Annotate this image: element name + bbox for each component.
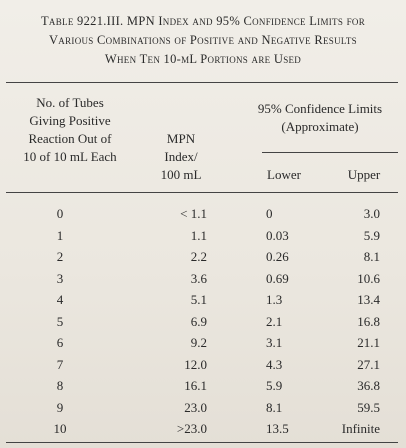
table-row bbox=[0, 291, 406, 309]
cell-upper: 13.4 bbox=[357, 292, 380, 307]
table-row bbox=[0, 270, 406, 288]
cell-mpn: 6.9 bbox=[190, 313, 207, 329]
cell-lower: 2.1 bbox=[266, 313, 283, 329]
table-row bbox=[0, 227, 406, 245]
header-tubes-line-1: No. of Tubes bbox=[36, 95, 104, 110]
cell-lower: 0.69 bbox=[266, 270, 289, 286]
cell-mpn: 12.0 bbox=[184, 356, 207, 372]
cell-mpn: 3.6 bbox=[190, 270, 207, 286]
bottom-rule bbox=[6, 442, 398, 443]
header-tubes-line-2: Giving Positive bbox=[29, 113, 111, 128]
cell-tubes: 10 bbox=[53, 421, 67, 436]
title-line-1: Table 9221.III. MPN Index and 95% Confidence Limits for bbox=[40, 14, 365, 28]
cell-mpn: 1.1 bbox=[190, 227, 207, 243]
cell-tubes: 6 bbox=[56, 335, 64, 350]
header-mpn-line-2: Index/ bbox=[164, 149, 198, 164]
subheader-rule bbox=[262, 152, 398, 153]
table-row bbox=[0, 334, 406, 352]
cell-lower: 13.5 bbox=[266, 421, 289, 436]
table-row bbox=[0, 356, 406, 374]
cell-mpn: < 1.1 bbox=[180, 206, 207, 221]
cell-tubes: 4 bbox=[56, 292, 64, 307]
cell-tubes: 3 bbox=[56, 270, 64, 286]
cell-lower: 4.3 bbox=[266, 356, 283, 372]
cell-tubes: 7 bbox=[56, 356, 64, 372]
cell-lower: 1.3 bbox=[266, 292, 283, 307]
cell-upper: 59.5 bbox=[357, 399, 380, 415]
header-mpn bbox=[122, 130, 240, 184]
table-title bbox=[8, 12, 398, 69]
table-row bbox=[0, 248, 406, 266]
cell-mpn: 23.0 bbox=[184, 399, 207, 415]
header-tubes bbox=[10, 94, 130, 166]
title-line-2: Various Combinations of Positive and Negative Results bbox=[48, 33, 357, 47]
cell-lower: 0.03 bbox=[266, 227, 289, 243]
cell-mpn: 16.1 bbox=[184, 378, 207, 393]
header-mpn-line-1: MPN bbox=[166, 131, 196, 146]
cell-lower: 3.1 bbox=[266, 335, 283, 350]
header-bottom-rule bbox=[6, 192, 398, 193]
header-tubes-line-3: Reaction Out of bbox=[28, 131, 112, 146]
table-row bbox=[0, 313, 406, 331]
cell-tubes: 5 bbox=[56, 313, 64, 329]
header-upper: Upper bbox=[347, 167, 381, 182]
table-row bbox=[0, 420, 406, 438]
cell-lower: 0.26 bbox=[266, 249, 289, 264]
cell-tubes: 1 bbox=[56, 227, 64, 243]
cell-upper: 8.1 bbox=[363, 249, 380, 264]
top-rule bbox=[6, 82, 398, 83]
cell-mpn: >23.0 bbox=[176, 421, 207, 436]
cell-tubes: 2 bbox=[56, 249, 64, 264]
header-lower: Lower bbox=[267, 167, 301, 182]
cell-lower: 5.9 bbox=[266, 378, 283, 393]
cell-upper: 16.8 bbox=[357, 313, 380, 329]
header-tubes-line-4: 10 of 10 mL Each bbox=[23, 149, 117, 164]
cell-upper: 36.8 bbox=[357, 378, 380, 393]
cell-mpn: 9.2 bbox=[190, 335, 207, 350]
cell-tubes: 0 bbox=[56, 206, 64, 221]
cell-upper: Infinite bbox=[341, 421, 380, 436]
cell-upper: 5.9 bbox=[363, 227, 380, 243]
table-row bbox=[0, 377, 406, 395]
cell-lower: 0 bbox=[266, 206, 273, 221]
cell-mpn: 2.2 bbox=[190, 249, 207, 264]
header-limits-line-2: (Approximate) bbox=[281, 119, 359, 134]
header-mpn-line-3: 100 mL bbox=[160, 167, 202, 182]
cell-upper: 27.1 bbox=[357, 356, 380, 372]
header-confidence-limits bbox=[242, 100, 398, 136]
cell-upper: 3.0 bbox=[363, 206, 380, 221]
cell-lower: 8.1 bbox=[266, 399, 283, 415]
cell-tubes: 9 bbox=[56, 399, 64, 415]
cell-upper: 10.6 bbox=[357, 270, 380, 286]
table-row bbox=[0, 205, 406, 223]
cell-tubes: 8 bbox=[56, 378, 64, 393]
cell-mpn: 5.1 bbox=[190, 292, 207, 307]
table-row bbox=[0, 399, 406, 417]
cell-upper: 21.1 bbox=[357, 335, 380, 350]
title-line-3: When Ten 10-mL Portions are Used bbox=[104, 52, 302, 66]
header-limits-line-1: 95% Confidence Limits bbox=[257, 101, 383, 116]
